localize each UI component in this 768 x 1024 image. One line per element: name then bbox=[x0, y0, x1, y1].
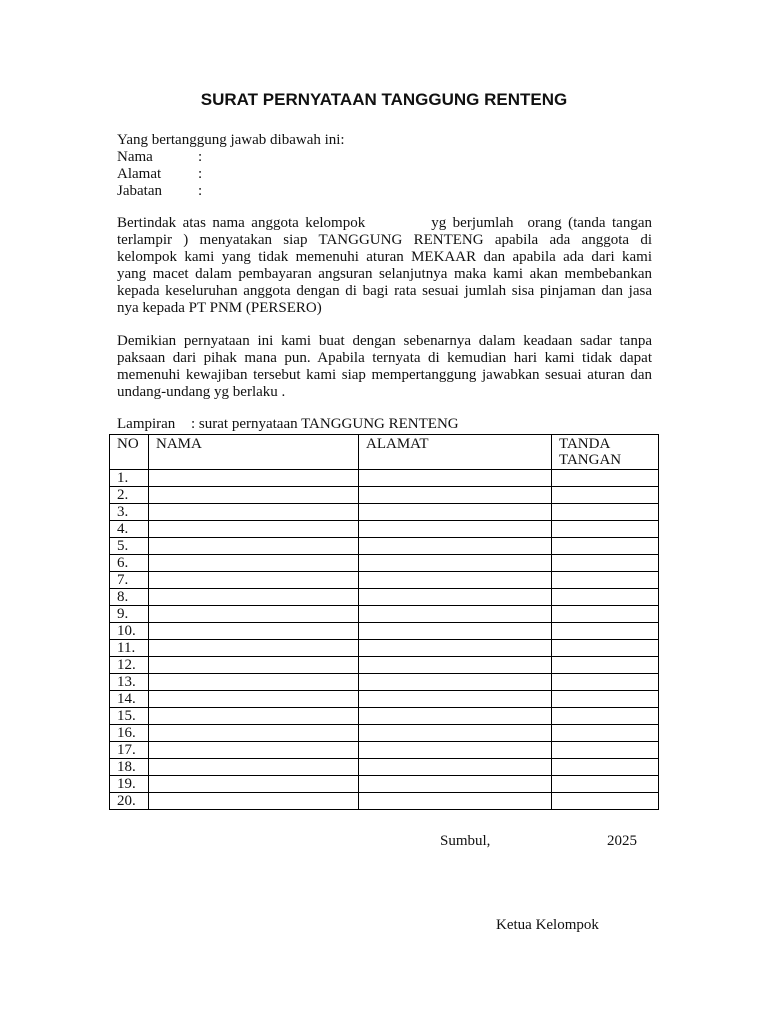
paragraph-line: kepada keseluruhan anggota dengan di bagi rata sesuai jumlah sisa pinjaman dan jasa bbox=[117, 283, 652, 299]
table-row bbox=[110, 759, 659, 776]
signature-year: 2025 bbox=[607, 833, 637, 849]
row-number: 11. bbox=[110, 640, 149, 657]
signature-cell[interactable] bbox=[552, 725, 659, 742]
table-row bbox=[110, 640, 659, 657]
row-number: 20. bbox=[110, 793, 149, 810]
paragraph-line: terlampir ) menyatakan siap TANGGUNG RENTENG apabila ada anggota di bbox=[117, 232, 652, 248]
table-row bbox=[110, 606, 659, 623]
name-cell[interactable] bbox=[149, 504, 359, 521]
closing-paragraph bbox=[117, 333, 652, 401]
name-cell[interactable] bbox=[149, 674, 359, 691]
signature-cell[interactable] bbox=[552, 487, 659, 504]
signature-cell[interactable] bbox=[552, 742, 659, 759]
row-number: 3. bbox=[110, 504, 149, 521]
table-row bbox=[110, 589, 659, 606]
paragraph-line: kelompok kami yang tidak memenuhi aturan MEKAAR dan apabila ada dari kami bbox=[117, 249, 652, 265]
signature-cell[interactable] bbox=[552, 572, 659, 589]
table-row bbox=[110, 487, 659, 504]
name-cell[interactable] bbox=[149, 538, 359, 555]
signature-role: Ketua Kelompok bbox=[496, 917, 599, 933]
name-cell[interactable] bbox=[149, 623, 359, 640]
field-alamat bbox=[117, 166, 345, 183]
row-number: 17. bbox=[110, 742, 149, 759]
signature-cell[interactable] bbox=[552, 657, 659, 674]
row-number: 13. bbox=[110, 674, 149, 691]
row-number: 18. bbox=[110, 759, 149, 776]
signature-cell[interactable] bbox=[552, 674, 659, 691]
address-cell[interactable] bbox=[359, 538, 552, 555]
header-tanda-tangan: TANDA TANGAN bbox=[552, 435, 659, 470]
signature-table bbox=[109, 434, 659, 810]
table-row bbox=[110, 538, 659, 555]
table-row bbox=[110, 555, 659, 572]
field-separator: : bbox=[198, 183, 203, 199]
table-row bbox=[110, 470, 659, 487]
table-row bbox=[110, 725, 659, 742]
table-header-row bbox=[110, 435, 659, 470]
signature-cell[interactable] bbox=[552, 606, 659, 623]
address-cell[interactable] bbox=[359, 470, 552, 487]
name-cell[interactable] bbox=[149, 793, 359, 810]
table-row bbox=[110, 742, 659, 759]
signature-cell[interactable] bbox=[552, 470, 659, 487]
row-number: 14. bbox=[110, 691, 149, 708]
table-row bbox=[110, 776, 659, 793]
address-cell[interactable] bbox=[359, 657, 552, 674]
row-number: 16. bbox=[110, 725, 149, 742]
address-cell[interactable] bbox=[359, 674, 552, 691]
paragraph-line: nya kepada PT PNM (PERSERO) bbox=[117, 300, 322, 316]
name-cell[interactable] bbox=[149, 691, 359, 708]
field-nama bbox=[117, 149, 345, 166]
paragraph-line: Demikian pernyataan ini kami buat dengan sebenarnya dalam keadaan sadar tanpa bbox=[117, 333, 652, 349]
identity-section bbox=[117, 132, 345, 200]
address-cell[interactable] bbox=[359, 691, 552, 708]
name-cell[interactable] bbox=[149, 776, 359, 793]
name-cell[interactable] bbox=[149, 470, 359, 487]
table-row bbox=[110, 691, 659, 708]
address-cell[interactable] bbox=[359, 776, 552, 793]
name-cell[interactable] bbox=[149, 606, 359, 623]
table-row bbox=[110, 793, 659, 810]
address-cell[interactable] bbox=[359, 589, 552, 606]
header-nama: NAMA bbox=[149, 435, 359, 470]
field-separator: : bbox=[198, 166, 203, 182]
signature-cell[interactable] bbox=[552, 623, 659, 640]
paragraph-line: undang-undang yg berlaku . bbox=[117, 384, 286, 400]
field-label: Nama bbox=[117, 149, 153, 165]
address-cell[interactable] bbox=[359, 504, 552, 521]
row-number: 15. bbox=[110, 708, 149, 725]
address-cell[interactable] bbox=[359, 521, 552, 538]
name-cell[interactable] bbox=[149, 759, 359, 776]
table-row bbox=[110, 572, 659, 589]
document-title: SURAT PERNYATAAN TANGGUNG RENTENG bbox=[200, 90, 568, 109]
table-row bbox=[110, 674, 659, 691]
signature-cell[interactable] bbox=[552, 504, 659, 521]
signature-cell[interactable] bbox=[552, 521, 659, 538]
field-jabatan bbox=[117, 183, 345, 200]
table-row bbox=[110, 521, 659, 538]
name-cell[interactable] bbox=[149, 572, 359, 589]
row-number: 4. bbox=[110, 521, 149, 538]
signature-cell[interactable] bbox=[552, 538, 659, 555]
name-cell[interactable] bbox=[149, 487, 359, 504]
row-number: 10. bbox=[110, 623, 149, 640]
header-alamat: ALAMAT bbox=[359, 435, 552, 470]
address-cell[interactable] bbox=[359, 640, 552, 657]
signature-cell[interactable] bbox=[552, 691, 659, 708]
attachment-value: : surat pernyataan TANGGUNG RENTENG bbox=[191, 416, 459, 432]
field-label: Jabatan bbox=[117, 183, 162, 199]
name-cell[interactable] bbox=[149, 708, 359, 725]
signature-cell[interactable] bbox=[552, 640, 659, 657]
signature-cell[interactable] bbox=[552, 555, 659, 572]
address-cell[interactable] bbox=[359, 623, 552, 640]
field-separator: : bbox=[198, 149, 203, 165]
signature-cell[interactable] bbox=[552, 776, 659, 793]
paragraph-line: memenuhi kewajiban tersebut kami siap mempertanggung jawabkan sesuai aturan dan bbox=[117, 367, 652, 383]
signature-cell[interactable] bbox=[552, 793, 659, 810]
address-cell[interactable] bbox=[359, 793, 552, 810]
statement-paragraph bbox=[117, 215, 652, 317]
name-cell[interactable] bbox=[149, 725, 359, 742]
signature-cell[interactable] bbox=[552, 589, 659, 606]
row-number: 12. bbox=[110, 657, 149, 674]
row-number: 7. bbox=[110, 572, 149, 589]
name-cell[interactable] bbox=[149, 657, 359, 674]
paragraph-line: yang macet dalam pembayaran angsuran selanjutnya maka kami akan membebankan bbox=[117, 266, 652, 282]
address-cell[interactable] bbox=[359, 725, 552, 742]
name-cell[interactable] bbox=[149, 521, 359, 538]
name-cell[interactable] bbox=[149, 742, 359, 759]
row-number: 8. bbox=[110, 589, 149, 606]
address-cell[interactable] bbox=[359, 487, 552, 504]
table-row bbox=[110, 657, 659, 674]
address-cell[interactable] bbox=[359, 708, 552, 725]
header-no: NO bbox=[110, 435, 149, 470]
paragraph-line: Bertindak atas nama anggota kelompok yg berjumlah orang (tanda tangan bbox=[117, 215, 652, 231]
signature-cell[interactable] bbox=[552, 708, 659, 725]
row-number: 6. bbox=[110, 555, 149, 572]
address-cell[interactable] bbox=[359, 555, 552, 572]
attachment-line bbox=[117, 416, 459, 433]
address-cell[interactable] bbox=[359, 606, 552, 623]
signature-cell[interactable] bbox=[552, 759, 659, 776]
name-cell[interactable] bbox=[149, 640, 359, 657]
attachment-label: Lampiran bbox=[117, 416, 176, 432]
name-cell[interactable] bbox=[149, 589, 359, 606]
name-cell[interactable] bbox=[149, 555, 359, 572]
row-number: 9. bbox=[110, 606, 149, 623]
row-number: 19. bbox=[110, 776, 149, 793]
address-cell[interactable] bbox=[359, 759, 552, 776]
field-label: Alamat bbox=[117, 166, 162, 182]
row-number: 5. bbox=[110, 538, 149, 555]
intro-lead: Yang bertanggung jawab dibawah ini: bbox=[117, 132, 345, 148]
row-number: 2. bbox=[110, 487, 149, 504]
table-row bbox=[110, 708, 659, 725]
paragraph-line: paksaan dari pihak mana pun. Apabila ternyata di kemudian hari kami tidak dapat bbox=[117, 350, 652, 366]
address-cell[interactable] bbox=[359, 572, 552, 589]
row-number: 1. bbox=[110, 470, 149, 487]
address-cell[interactable] bbox=[359, 742, 552, 759]
table-row bbox=[110, 504, 659, 521]
signature-place: Sumbul, bbox=[440, 833, 491, 849]
table-row bbox=[110, 623, 659, 640]
